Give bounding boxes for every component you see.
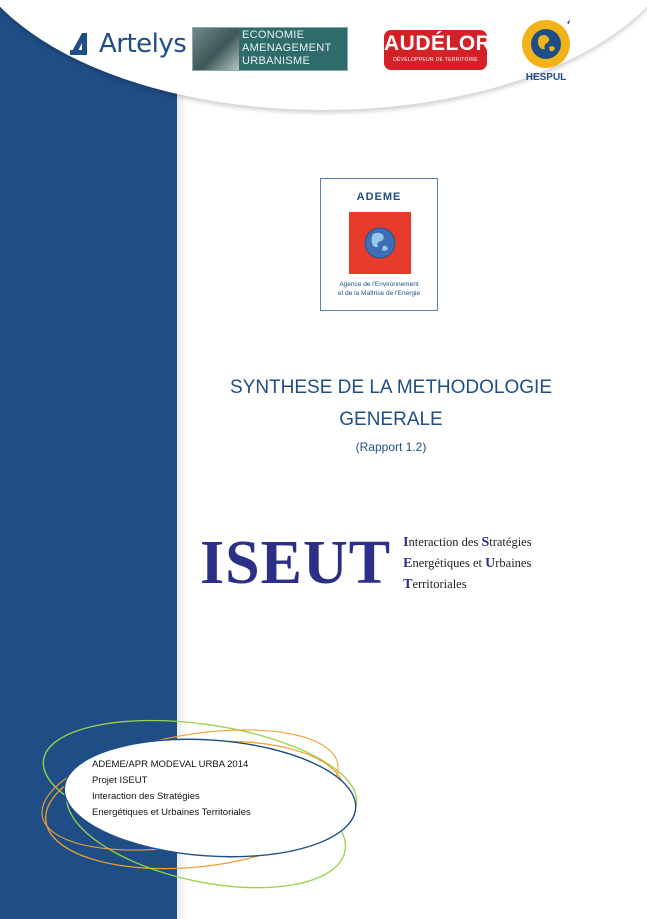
report-title-line-1: SYNTHESE DE LA METHODOLOGIE <box>229 377 553 398</box>
project-line-2: Projet ISEUT <box>92 775 148 786</box>
project-line-4: Energétiques et Urbaines Territoriales <box>92 807 251 818</box>
audelor-logo <box>384 30 492 70</box>
iseut-initial-u: U <box>485 555 496 571</box>
iseut-initial-e: E <box>403 555 413 571</box>
audelor-tagline: DÉVELOPPEUR DE TERRITOIRE <box>393 57 478 63</box>
iseut-desc-line-3 <box>403 574 531 595</box>
iseut-text-5: erritoriales <box>412 576 467 591</box>
ademe-caption-line-2: et de la Maîtrise de l'Energie <box>337 290 421 297</box>
eau-line-1: ECONOMIE <box>242 29 305 41</box>
eau-line-3: URBANISME <box>242 55 311 67</box>
ademe-red-square <box>349 212 411 274</box>
report-title-line-2: GENERALE <box>339 409 443 430</box>
ademe-caption-line-1: Agence de l'Environnement <box>339 281 419 288</box>
iseut-text-3: nergétiques et <box>412 555 486 570</box>
project-info-box <box>92 757 322 821</box>
iseut-acronym: ISEUT <box>200 529 392 597</box>
artelys-logo <box>67 26 186 62</box>
eau-photo <box>193 28 239 70</box>
project-line-3: Interaction des Stratégies <box>92 791 200 802</box>
iseut-initial-i: I <box>403 534 409 550</box>
iseut-text-1: nteraction des <box>408 534 482 549</box>
iseut-logo <box>200 527 580 599</box>
eau-line-2: AMENAGEMENT <box>242 42 332 54</box>
audelor-name: AUDÉLOR <box>384 32 492 55</box>
partner-logos <box>0 0 647 100</box>
iseut-initial-s: S <box>481 534 490 550</box>
ademe-caption <box>321 280 437 298</box>
ademe-title: ADEME <box>356 191 402 203</box>
iseut-text-2: tratégies <box>489 534 532 549</box>
hespul-name: HESPUL <box>525 72 567 83</box>
project-line-1: ADEME/APR MODEVAL URBA 2014 <box>92 759 249 770</box>
report-subtitle: (Rapport 1.2) <box>355 440 427 454</box>
hespul-sun-globe-icon <box>517 17 575 71</box>
iseut-desc-line-2 <box>403 553 531 574</box>
ademe-logo <box>320 178 438 311</box>
iseut-desc-line-1 <box>403 532 531 553</box>
eau-text <box>239 28 347 70</box>
iseut-text-4: rbaines <box>495 555 532 570</box>
hespul-logo <box>514 17 578 87</box>
artelys-name: Artelys <box>99 29 187 59</box>
iseut-initial-t: T <box>403 576 413 592</box>
iseut-description <box>403 532 531 595</box>
eau-logo <box>192 27 348 71</box>
artelys-mark-icon <box>67 31 93 57</box>
report-title <box>177 372 605 436</box>
earth-globe-icon <box>349 212 411 274</box>
